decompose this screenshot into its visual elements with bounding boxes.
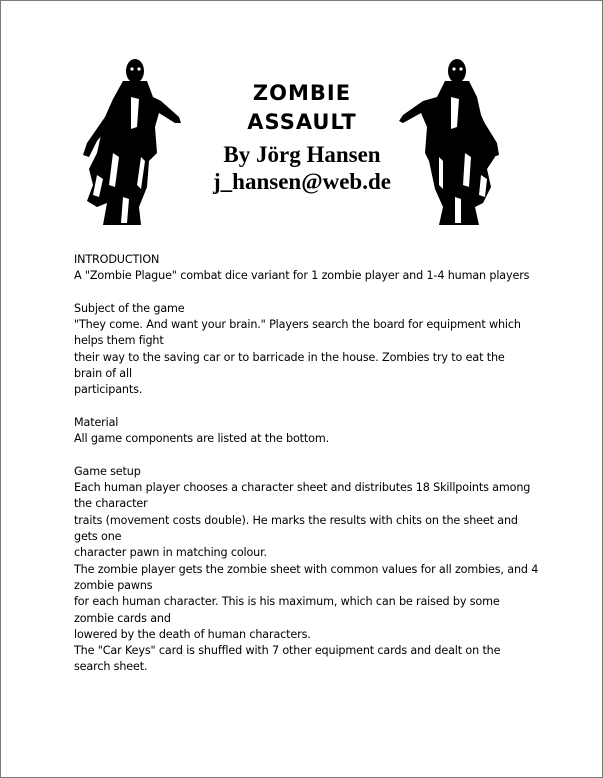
setup-heading: Game setup [74, 464, 141, 478]
title-line-1: ZOMBIE [252, 81, 352, 105]
title-line-2: ASSAULT [247, 110, 357, 134]
paragraph-line: gets one [74, 530, 122, 544]
paragraph-line: zombie pawns [74, 578, 153, 592]
introduction-heading: INTRODUCTION [74, 253, 160, 266]
paragraph-line: traits (movement costs double). He marks the results with chits on the sheet and [74, 513, 518, 527]
author-line: By Jörg Hansen [223, 142, 381, 167]
paragraph-line: participants. [74, 383, 143, 397]
paragraph-line: brain of all [74, 367, 132, 381]
zombie-illustration-left [83, 57, 183, 225]
author-email[interactable]: j_hansen@web.de [213, 169, 391, 194]
paragraph-gap [74, 285, 544, 301]
paragraph-line: "They come. And want your brain." Players search the board for equipment which [74, 318, 521, 332]
paragraph-line: The "Car Keys" card is shuffled with 7 other equipment cards and dealt on the [74, 644, 501, 658]
paragraph-line: for each human character. This is his maximum, which can be raised by some [74, 595, 500, 609]
paragraph-line: character pawn in matching colour. [74, 546, 267, 560]
paragraph-line: The zombie player gets the zombie sheet with common values for all zombies, and 4 [74, 562, 539, 576]
paragraph-line: zombie cards and [74, 611, 171, 625]
paragraph-line: helps them fight [74, 334, 164, 348]
paragraph-line: All game components are listed at the bottom. [74, 432, 329, 446]
paragraph-line: Each human player chooses a character sheet and distributes 18 Skillpoints among [74, 481, 531, 495]
paragraph-gap [74, 448, 544, 464]
material-heading: Material [74, 415, 119, 429]
paragraph-line: A "Zombie Plague" combat dice variant for 1 zombie player and 1-4 human players [74, 269, 530, 283]
document-body [74, 252, 544, 676]
paragraph-line: lowered by the death of human characters. [74, 627, 311, 641]
paragraph-gap [74, 399, 544, 415]
paragraph-line: the character [74, 497, 148, 511]
subject-heading: Subject of the game [74, 301, 185, 315]
paragraph-line: their way to the saving car or to barricade in the house. Zombies try to eat the [74, 350, 505, 364]
paragraph-line: search sheet. [74, 660, 148, 674]
